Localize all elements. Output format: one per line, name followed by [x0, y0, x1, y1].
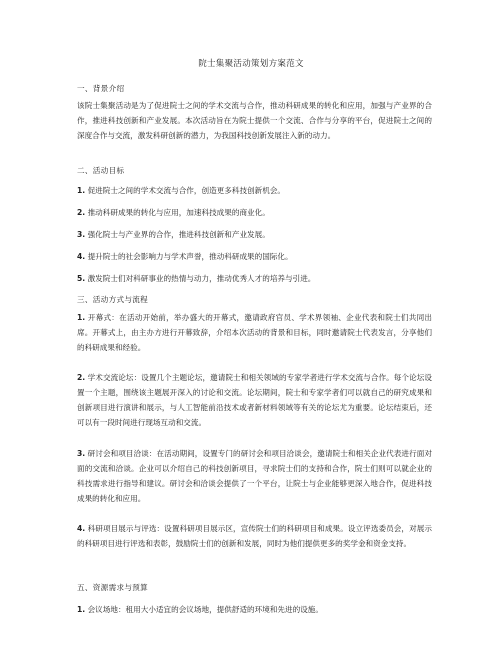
goal-text: 推动科研成果的转化与应用，加速科技成果的商业化。 — [85, 208, 270, 217]
goal-number: 2. — [77, 208, 86, 217]
goal-item-1 — [77, 183, 432, 198]
section-heading-budget: 五、资源需求与预算 — [77, 583, 149, 592]
process-text: 开幕式：在活动开始前，举办盛大的开幕式，邀请政府官员、学术界领袖、企业代表和院士们共同出席。开幕式上，由主办方进行开幕致辞，介绍本次活动的背景和目标，同时邀请院士代表发言，分享他们的科研成果和经验。 — [77, 313, 432, 352]
process-item-3 — [77, 446, 432, 506]
background-paragraph: 该院士集聚活动是为了促进院士之间的学术交流与合作，推动科研成果的转化和应用，加强与产业界的合作，推进科技创新和产业发展。本次活动旨在为院士提供一个交流、合作与分享的平台，促进院士之间的深度合作与交流，激发科研创新的潜力，为我国科技创新发展注入新的动力。 — [77, 101, 432, 140]
section-heading-background: 一、背景介绍 — [77, 84, 125, 93]
goal-item-3 — [77, 227, 432, 242]
budget-text: 会议场地：租用大小适宜的会议场地，提供舒适的环境和先进的设施。 — [85, 605, 323, 614]
goal-item-4 — [77, 249, 432, 264]
goal-number: 3. — [77, 230, 86, 239]
goal-text: 强化院士与产业界的合作，推进科技创新和产业发展。 — [85, 230, 270, 239]
process-number: 2. — [77, 373, 86, 382]
process-number: 3. — [77, 449, 86, 458]
goal-item-2 — [77, 205, 432, 220]
process-text: 科研项目展示与评选：设置科研项目展示区，宣传院士们的科研项目和成果。设立评选委员会，对展示的科研项目进行评选和表彰，鼓励院士们的创新和发展，同时为他们提供更多的奖学金和资金支持。 — [77, 524, 432, 548]
process-item-1 — [77, 310, 432, 355]
goal-number: 4. — [77, 252, 86, 261]
section-heading-goals: 二、活动目标 — [77, 166, 125, 175]
section-heading-process: 三、活动方式与流程 — [77, 295, 149, 304]
goal-text: 促进院士之间的学术交流与合作，创造更多科技创新机会。 — [85, 186, 286, 195]
document-title: 院士集聚活动策划方案范文 — [198, 59, 304, 69]
goal-text: 激发院士们对科研事业的热情与动力，推动优秀人才的培养与引进。 — [85, 274, 316, 283]
process-item-2 — [77, 370, 432, 430]
process-number: 4. — [77, 524, 86, 533]
budget-number: 1. — [77, 605, 86, 614]
goal-number: 1. — [77, 186, 86, 195]
process-number: 1. — [77, 313, 86, 322]
goal-number: 5. — [77, 274, 86, 283]
process-text: 学术交流论坛：设置几个主题论坛，邀请院士和相关领域的专家学者进行学术交流与合作。每个论坛设置一个主题，围绕该主题展开深入的讨论和交流。论坛期间，院士和专家学者们可以就自己的研究成果和创新项目进行演讲和展示，与人工智能前沿技术或者新材料领域等有关的论坛尤为重要。论坛结束后，还可以有一段时间进行现场互动和交流。 — [77, 373, 432, 427]
process-text: 研讨会和项目洽谈：在活动期间，设置专门的研讨会和项目洽谈会，邀请院士和相关企业代表进行面对面的交流和洽谈。企业可以介绍自己的科技创新项目，寻求院士们的支持和合作，院士们则可以就企业的科技需求进行指导和建议。研讨会和洽谈会提供了一个平台，让院士与企业能够更深入地合作，促进科技成果的转化和应用。 — [77, 449, 432, 503]
goal-text: 提升院士的社会影响力与学术声誉，推动科研成果的国际化。 — [85, 252, 293, 261]
process-item-4 — [77, 521, 432, 551]
budget-item-1 — [77, 602, 432, 617]
goal-item-5 — [77, 271, 432, 286]
